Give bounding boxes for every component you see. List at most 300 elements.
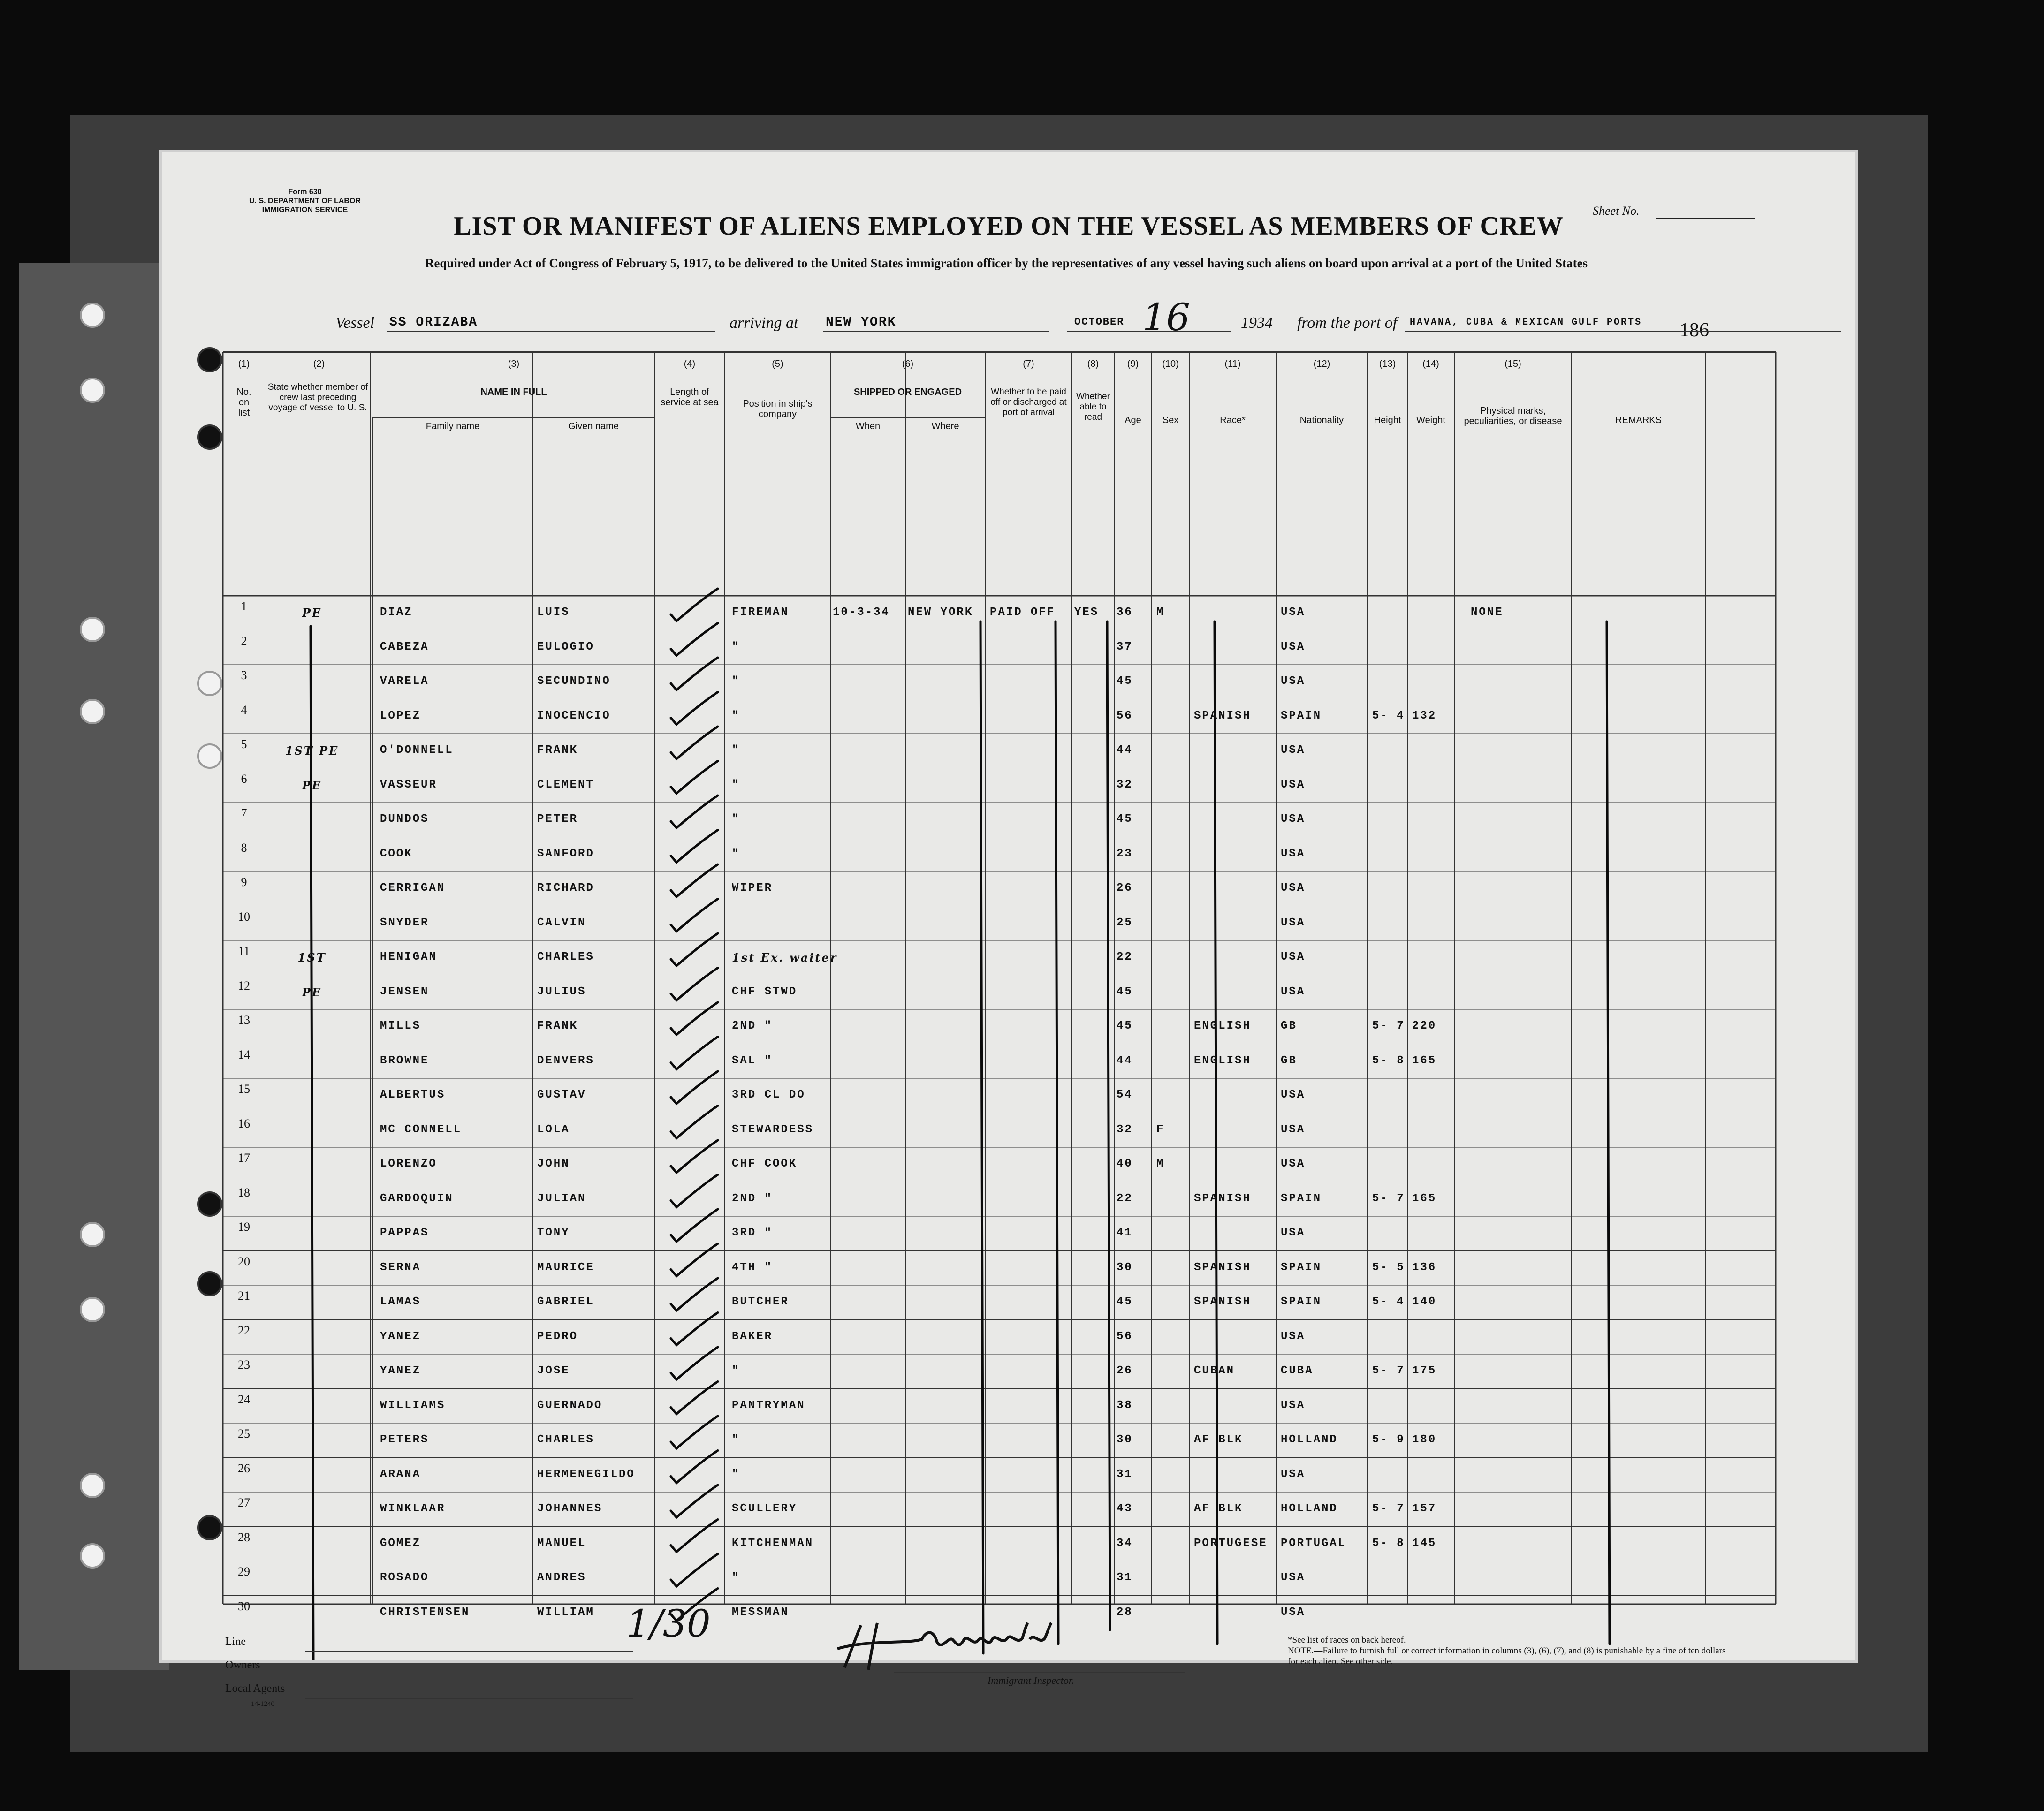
service-check-mark — [671, 1037, 718, 1069]
row-21-given: GABRIEL — [537, 1296, 594, 1308]
service-check-mark — [671, 1140, 718, 1173]
from-label: from the port of — [1297, 314, 1398, 332]
row-7-family: DUNDOS — [380, 813, 429, 826]
row-10-age: 25 — [1117, 916, 1133, 929]
service-check-mark — [671, 589, 718, 621]
row-11-given: CHARLES — [537, 951, 594, 963]
row-30-age: 28 — [1117, 1606, 1133, 1619]
row-20-given: MAURICE — [537, 1261, 594, 1274]
col-5-header: Position in ship's company — [743, 399, 813, 419]
row-8-position: " — [732, 847, 740, 860]
row-12-no: 12 — [238, 978, 250, 993]
col-11-header: Race* — [1220, 415, 1246, 425]
row-16-no: 16 — [238, 1116, 250, 1130]
service-check-mark — [671, 796, 718, 828]
row-28-no: 28 — [238, 1530, 250, 1544]
row-29-given: ANDRES — [537, 1571, 586, 1584]
row-14-family: BROWNE — [380, 1054, 429, 1067]
row-25-no: 25 — [238, 1427, 250, 1440]
row-14-age: 44 — [1117, 1054, 1133, 1067]
row-21-age: 45 — [1117, 1296, 1133, 1308]
row-1-nat: USA — [1281, 606, 1306, 619]
page-subtitle: Required under Act of Congress of February 5, 1917, to be delivered to the United States immigration officer by the representatives of any vessel having such aliens on board upon arrival at a port of the United States — [425, 256, 1588, 270]
service-check-mark — [671, 623, 718, 656]
row-22-age: 56 — [1117, 1330, 1133, 1343]
inspector-label: Immigrant Inspector. — [988, 1675, 1074, 1686]
service-check-mark — [671, 1106, 718, 1138]
row-9-nat: USA — [1281, 882, 1306, 894]
service-check-mark — [671, 1071, 718, 1104]
row-29-position: " — [732, 1571, 740, 1584]
col-3-number: (3) — [508, 359, 520, 369]
row-21-no: 21 — [238, 1289, 250, 1303]
row-22-position: BAKER — [732, 1330, 773, 1343]
binder-hole-dark — [197, 424, 222, 450]
row-9-position: WIPER — [732, 882, 773, 894]
row-26-family: ARANA — [380, 1468, 421, 1481]
owners-label: Owners — [225, 1659, 260, 1671]
from-value: HAVANA, CUBA & MEXICAN GULF PORTS — [1410, 317, 1642, 328]
service-check-mark — [671, 1451, 718, 1483]
row-6-no: 6 — [241, 772, 247, 786]
row-18-age: 22 — [1117, 1192, 1133, 1205]
service-check-mark — [671, 692, 718, 725]
row-1-prev: PE — [302, 606, 322, 620]
col-1-header: No. on list — [236, 387, 251, 418]
row-28-family: GOMEZ — [380, 1537, 421, 1550]
row-14-height: 5- 8 — [1372, 1054, 1405, 1067]
col-6a-header: When — [855, 421, 881, 432]
agents-code: 14-1240 — [251, 1700, 274, 1708]
row-18-weight: 165 — [1412, 1192, 1437, 1205]
row-7-no: 7 — [241, 806, 247, 820]
service-check-mark — [671, 864, 718, 897]
row-26-no: 26 — [238, 1461, 250, 1475]
row-18-height: 5- 7 — [1372, 1192, 1405, 1205]
row-11-family: HENIGAN — [380, 951, 437, 963]
row-27-height: 5- 7 — [1372, 1502, 1405, 1515]
penalty-note: NOTE.—Failure to furnish full or correct information in columns (3), (6), (7), and (8) is punishable by a fine of ten dollars for each alien. See other side. — [1288, 1646, 1726, 1667]
row-28-nat: PORTUGAL — [1281, 1537, 1346, 1550]
row-24-position: PANTRYMAN — [732, 1399, 805, 1412]
row-14-weight: 165 — [1412, 1054, 1437, 1067]
col-13-header: Height — [1374, 415, 1401, 425]
row-25-given: CHARLES — [537, 1433, 594, 1446]
row-23-weight: 175 — [1412, 1364, 1437, 1377]
row-7-position: " — [732, 813, 740, 826]
row-20-no: 20 — [238, 1254, 250, 1268]
row-23-age: 26 — [1117, 1364, 1133, 1377]
row-14-race: ENGLISH — [1194, 1054, 1251, 1067]
month-value: OCTOBER — [1074, 316, 1125, 328]
row-20-nat: SPAIN — [1281, 1261, 1322, 1274]
col-15-header: Physical marks, peculiarities, or disease — [1464, 406, 1562, 426]
row-2-position: " — [732, 640, 740, 653]
row-23-nat: CUBA — [1281, 1364, 1314, 1377]
row-1-read: YES — [1074, 606, 1099, 619]
row-20-age: 30 — [1117, 1261, 1133, 1274]
col-7-header: Whether to be paid off or discharged at port of arrival — [990, 387, 1067, 417]
row-5-nat: USA — [1281, 744, 1306, 757]
row-19-given: TONY — [537, 1227, 570, 1239]
col-15-number: (15) — [1505, 359, 1521, 369]
col-7-number: (7) — [1023, 359, 1034, 369]
year-value: 1934 — [1241, 314, 1273, 332]
row-15-position: 3RD CL DO — [732, 1089, 805, 1101]
row-25-position: " — [732, 1433, 740, 1446]
row-19-position: 3RD " — [732, 1227, 773, 1239]
binder-hole — [80, 1222, 105, 1247]
row-19-family: PAPPAS — [380, 1227, 429, 1239]
ditto-stroke — [1056, 621, 1058, 1644]
row-12-prev: PE — [302, 985, 322, 999]
row-7-nat: USA — [1281, 813, 1306, 826]
footer-labels — [225, 1630, 285, 1708]
row-27-no: 27 — [238, 1496, 250, 1509]
row-16-sex: F — [1156, 1123, 1165, 1136]
row-25-nat: HOLLAND — [1281, 1433, 1338, 1446]
ditto-stroke — [1107, 621, 1110, 1630]
row-28-given: MANUEL — [537, 1537, 586, 1550]
row-27-nat: HOLLAND — [1281, 1502, 1338, 1515]
col-5-number: (5) — [772, 359, 783, 369]
row-10-nat: USA — [1281, 916, 1306, 929]
col-11-number: (11) — [1224, 359, 1241, 369]
binder-hole — [197, 743, 222, 769]
row-30-position: MESSMAN — [732, 1606, 789, 1619]
row-5-no: 5 — [241, 737, 247, 751]
row-27-given: JOHANNES — [537, 1502, 603, 1515]
row-24-nat: USA — [1281, 1399, 1306, 1412]
row-18-position: 2ND " — [732, 1192, 773, 1205]
row-16-position: STEWARDESS — [732, 1123, 814, 1136]
row-27-family: WINKLAAR — [380, 1502, 446, 1515]
row-24-age: 38 — [1117, 1399, 1133, 1412]
footer-notes — [1288, 1635, 1738, 1667]
binder-hole — [80, 1297, 105, 1322]
row-28-position: KITCHENMAN — [732, 1537, 814, 1550]
row-13-nat: GB — [1281, 1020, 1297, 1032]
row-18-nat: SPAIN — [1281, 1192, 1322, 1205]
col-9-header: Age — [1125, 415, 1141, 425]
row-4-race: SPANISH — [1194, 709, 1251, 722]
row-5-family: O'DONNELL — [380, 744, 454, 757]
row-17-position: CHF COOK — [732, 1158, 798, 1170]
row-9-given: RICHARD — [537, 882, 594, 894]
row-15-given: GUSTAV — [537, 1089, 586, 1101]
row-11-prev: 1ST — [297, 951, 327, 964]
row-25-family: PETERS — [380, 1433, 429, 1446]
row-29-nat: USA — [1281, 1571, 1306, 1584]
row-10-no: 10 — [238, 909, 250, 924]
binder-hole-dark — [197, 347, 222, 372]
binder-hole-dark — [197, 1191, 222, 1217]
row-28-weight: 145 — [1412, 1537, 1437, 1550]
row-18-no: 18 — [238, 1185, 250, 1199]
row-13-no: 13 — [238, 1013, 250, 1027]
row-8-family: COOK — [380, 847, 413, 860]
binder-hole — [80, 617, 105, 642]
row-3-position: " — [732, 675, 740, 688]
col-12-number: (12) — [1313, 359, 1330, 369]
row-21-race: SPANISH — [1194, 1296, 1251, 1308]
row-23-no: 23 — [238, 1358, 250, 1372]
row-25-height: 5- 9 — [1372, 1433, 1405, 1446]
agents-label: Local Agents — [225, 1682, 285, 1695]
row-28-height: 5- 8 — [1372, 1537, 1405, 1550]
row-6-prev: PE — [302, 778, 322, 792]
row-5-age: 44 — [1117, 744, 1133, 757]
row-27-position: SCULLERY — [732, 1502, 798, 1515]
row-14-position: SAL " — [732, 1054, 773, 1067]
row-4-age: 56 — [1117, 709, 1133, 722]
row-22-family: YANEZ — [380, 1330, 421, 1343]
row-4-family: LOPEZ — [380, 709, 421, 722]
row-13-family: MILLS — [380, 1020, 421, 1032]
row-5-position: " — [732, 744, 740, 757]
service-check-mark — [671, 968, 718, 1000]
service-check-mark — [671, 1382, 718, 1414]
row-14-given: DENVERS — [537, 1054, 594, 1067]
row-15-no: 15 — [238, 1082, 250, 1096]
row-4-position: " — [732, 709, 740, 722]
row-15-family: ALBERTUS — [380, 1089, 446, 1101]
service-check-mark — [671, 1244, 718, 1276]
row-30-given: WILLIAM — [537, 1606, 594, 1619]
row-24-family: WILLIAMS — [380, 1399, 446, 1412]
row-24-given: GUERNADO — [537, 1399, 603, 1412]
service-check-mark — [671, 727, 718, 759]
day-value: 16 — [1142, 296, 1190, 339]
service-check-mark — [671, 1209, 718, 1242]
service-check-mark — [671, 1416, 718, 1448]
col-3a-header: Family name — [426, 421, 480, 432]
ditto-stroke — [1215, 621, 1217, 1644]
row-17-sex: M — [1156, 1158, 1165, 1170]
row-22-no: 22 — [238, 1323, 250, 1337]
row-9-age: 26 — [1117, 882, 1133, 894]
row-23-family: YANEZ — [380, 1364, 421, 1377]
row-30-family: CHRISTENSEN — [380, 1606, 470, 1619]
row-5-given: FRANK — [537, 744, 578, 757]
row-16-given: LOLA — [537, 1123, 570, 1136]
inspector-signature — [833, 1611, 1077, 1677]
row-8-age: 23 — [1117, 847, 1133, 860]
service-check-mark — [671, 1278, 718, 1311]
row-19-nat: USA — [1281, 1227, 1306, 1239]
arriving-label: arriving at — [729, 314, 798, 332]
row-20-race: SPANISH — [1194, 1261, 1251, 1274]
row-15-age: 54 — [1117, 1089, 1133, 1101]
row-3-age: 45 — [1117, 675, 1133, 688]
row-23-race: CUBAN — [1194, 1364, 1235, 1377]
service-check-mark — [671, 830, 718, 863]
row-22-given: PEDRO — [537, 1330, 578, 1343]
row-13-weight: 220 — [1412, 1020, 1437, 1032]
row-6-position: " — [732, 778, 740, 791]
row-21-position: BUTCHER — [732, 1296, 789, 1308]
row-28-race: PORTUGESE — [1194, 1537, 1268, 1550]
row-11-age: 22 — [1117, 951, 1133, 963]
row-20-family: SERNA — [380, 1261, 421, 1274]
row-21-nat: SPAIN — [1281, 1296, 1322, 1308]
row-1-given: LUIS — [537, 606, 570, 619]
row-17-given: JOHN — [537, 1158, 570, 1170]
row-4-no: 4 — [241, 703, 247, 717]
binder-hole — [80, 1543, 105, 1569]
service-check-mark — [671, 899, 718, 932]
service-check-mark — [671, 761, 718, 794]
binder-hole — [80, 699, 105, 724]
service-check-mark — [671, 1175, 718, 1207]
row-6-age: 32 — [1117, 778, 1133, 791]
row-4-nat: SPAIN — [1281, 709, 1322, 722]
row-17-no: 17 — [238, 1151, 250, 1165]
row-1-marks: NONE — [1471, 606, 1504, 619]
row-30-no: 30 — [238, 1599, 250, 1613]
col-4-number: (4) — [684, 359, 696, 369]
row-22-nat: USA — [1281, 1330, 1306, 1343]
col-16-header: REMARKS — [1615, 415, 1662, 425]
vessel-label: Vessel — [335, 314, 375, 332]
row-20-height: 5- 5 — [1372, 1261, 1405, 1274]
row-7-age: 45 — [1117, 813, 1133, 826]
manifest-sheet — [162, 152, 1855, 1708]
row-26-given: HERMENEGILDO — [537, 1468, 635, 1481]
row-16-age: 32 — [1117, 1123, 1133, 1136]
row-3-family: VARELA — [380, 675, 429, 688]
row-25-race: AF BLK — [1194, 1433, 1243, 1446]
col-6-header: SHIPPED OR ENGAGED — [853, 387, 962, 397]
row-12-given: JULIUS — [537, 985, 586, 998]
row-27-race: AF BLK — [1194, 1502, 1243, 1515]
binder-hole — [80, 1473, 105, 1498]
row-28-age: 34 — [1117, 1537, 1133, 1550]
row-6-family: VASSEUR — [380, 778, 437, 791]
row-20-weight: 136 — [1412, 1261, 1437, 1274]
col-2-header: State whether member of crew last preceding voyage of vessel to U. S. — [267, 382, 368, 413]
row-30-nat: USA — [1281, 1606, 1306, 1619]
row-26-age: 31 — [1117, 1468, 1133, 1481]
row-2-no: 2 — [241, 634, 247, 648]
row-1-position: FIREMAN — [732, 606, 789, 619]
service-check-mark — [671, 1485, 718, 1517]
row-18-race: SPANISH — [1194, 1192, 1251, 1205]
row-16-family: MC CONNELL — [380, 1123, 462, 1136]
row-4-height: 5- 4 — [1372, 709, 1405, 722]
row-2-nat: USA — [1281, 640, 1306, 653]
row-29-no: 29 — [238, 1565, 250, 1578]
row-7-given: PETER — [537, 813, 578, 826]
row-1-paid: PAID OFF — [990, 606, 1056, 619]
row-3-no: 3 — [241, 668, 247, 682]
row-26-nat: USA — [1281, 1468, 1306, 1481]
binder-hole — [80, 303, 105, 328]
row-1-sex: M — [1156, 606, 1165, 619]
row-1-family: DIAZ — [380, 606, 413, 619]
row-2-family: CABEZA — [380, 640, 429, 653]
row-10-family: SNYDER — [380, 916, 429, 929]
col-4-header: Length of service at sea — [661, 387, 719, 408]
col-2-number: (2) — [313, 359, 325, 369]
service-check-mark — [671, 1002, 718, 1035]
row-26-position: " — [732, 1468, 740, 1481]
row-25-weight: 180 — [1412, 1433, 1437, 1446]
row-14-nat: GB — [1281, 1054, 1297, 1067]
row-2-age: 37 — [1117, 640, 1133, 653]
binder-hole — [80, 378, 105, 403]
col-14-number: (14) — [1422, 359, 1439, 369]
row-13-position: 2ND " — [732, 1020, 773, 1032]
row-18-given: JULIAN — [537, 1192, 586, 1205]
page-number: 186 — [1679, 319, 1709, 341]
row-23-position: " — [732, 1364, 740, 1377]
col-3-header: NAME IN FULL — [480, 387, 547, 397]
row-1-when: 10-3-34 — [833, 606, 890, 619]
row-8-no: 8 — [241, 841, 247, 855]
ditto-stroke — [1607, 621, 1610, 1644]
service-check-mark — [671, 1347, 718, 1379]
binder-hole-dark — [197, 1271, 222, 1296]
service-check-mark — [671, 1313, 718, 1345]
arriving-value: NEW YORK — [826, 315, 897, 330]
count-note: 1/30 — [626, 1602, 711, 1645]
row-11-position: 1st Ex. waiter — [732, 951, 838, 964]
row-12-nat: USA — [1281, 985, 1306, 998]
col-10-number: (10) — [1162, 359, 1179, 369]
ditto-stroke — [980, 621, 983, 1653]
races-note: *See list of races on back hereof. — [1288, 1635, 1406, 1645]
row-27-age: 43 — [1117, 1502, 1133, 1515]
row-11-no: 11 — [238, 944, 250, 958]
row-13-given: FRANK — [537, 1020, 578, 1032]
row-8-given: SANFORD — [537, 847, 594, 860]
col-8-header: Whether able to read — [1076, 392, 1110, 422]
row-17-nat: USA — [1281, 1158, 1306, 1170]
row-5-prev: 1ST PE — [285, 744, 339, 758]
col-12-header: Nationality — [1299, 415, 1344, 425]
row-1-where: NEW YORK — [908, 606, 973, 619]
service-check-mark — [671, 1554, 718, 1586]
row-4-weight: 132 — [1412, 709, 1437, 722]
row-1-age: 36 — [1117, 606, 1133, 619]
col-1-number: (1) — [238, 359, 250, 369]
col-8-number: (8) — [1087, 359, 1099, 369]
col-3b-header: Given name — [568, 421, 619, 432]
row-1-no: 1 — [241, 599, 247, 613]
binder-hole — [197, 671, 222, 696]
row-13-race: ENGLISH — [1194, 1020, 1251, 1032]
col-14-header: Weight — [1416, 415, 1445, 425]
row-23-height: 5- 7 — [1372, 1364, 1405, 1377]
page-title: LIST OR MANIFEST OF ALIENS EMPLOYED ON THE VESSEL AS MEMBERS OF CREW — [454, 212, 1564, 241]
background-board-left — [19, 263, 169, 1670]
service-check-mark — [671, 1520, 718, 1552]
row-18-family: GARDOQUIN — [380, 1192, 454, 1205]
row-6-nat: USA — [1281, 778, 1306, 791]
line-label: Line — [225, 1636, 246, 1648]
row-19-age: 41 — [1117, 1227, 1133, 1239]
row-8-nat: USA — [1281, 847, 1306, 860]
row-10-given: CALVIN — [537, 916, 586, 929]
row-21-weight: 140 — [1412, 1296, 1437, 1308]
vessel-value: SS ORIZABA — [389, 315, 478, 330]
row-3-nat: USA — [1281, 675, 1306, 688]
service-check-mark — [671, 933, 718, 966]
row-13-height: 5- 7 — [1372, 1020, 1405, 1032]
row-14-no: 14 — [238, 1047, 250, 1061]
row-9-family: CERRIGAN — [380, 882, 446, 894]
